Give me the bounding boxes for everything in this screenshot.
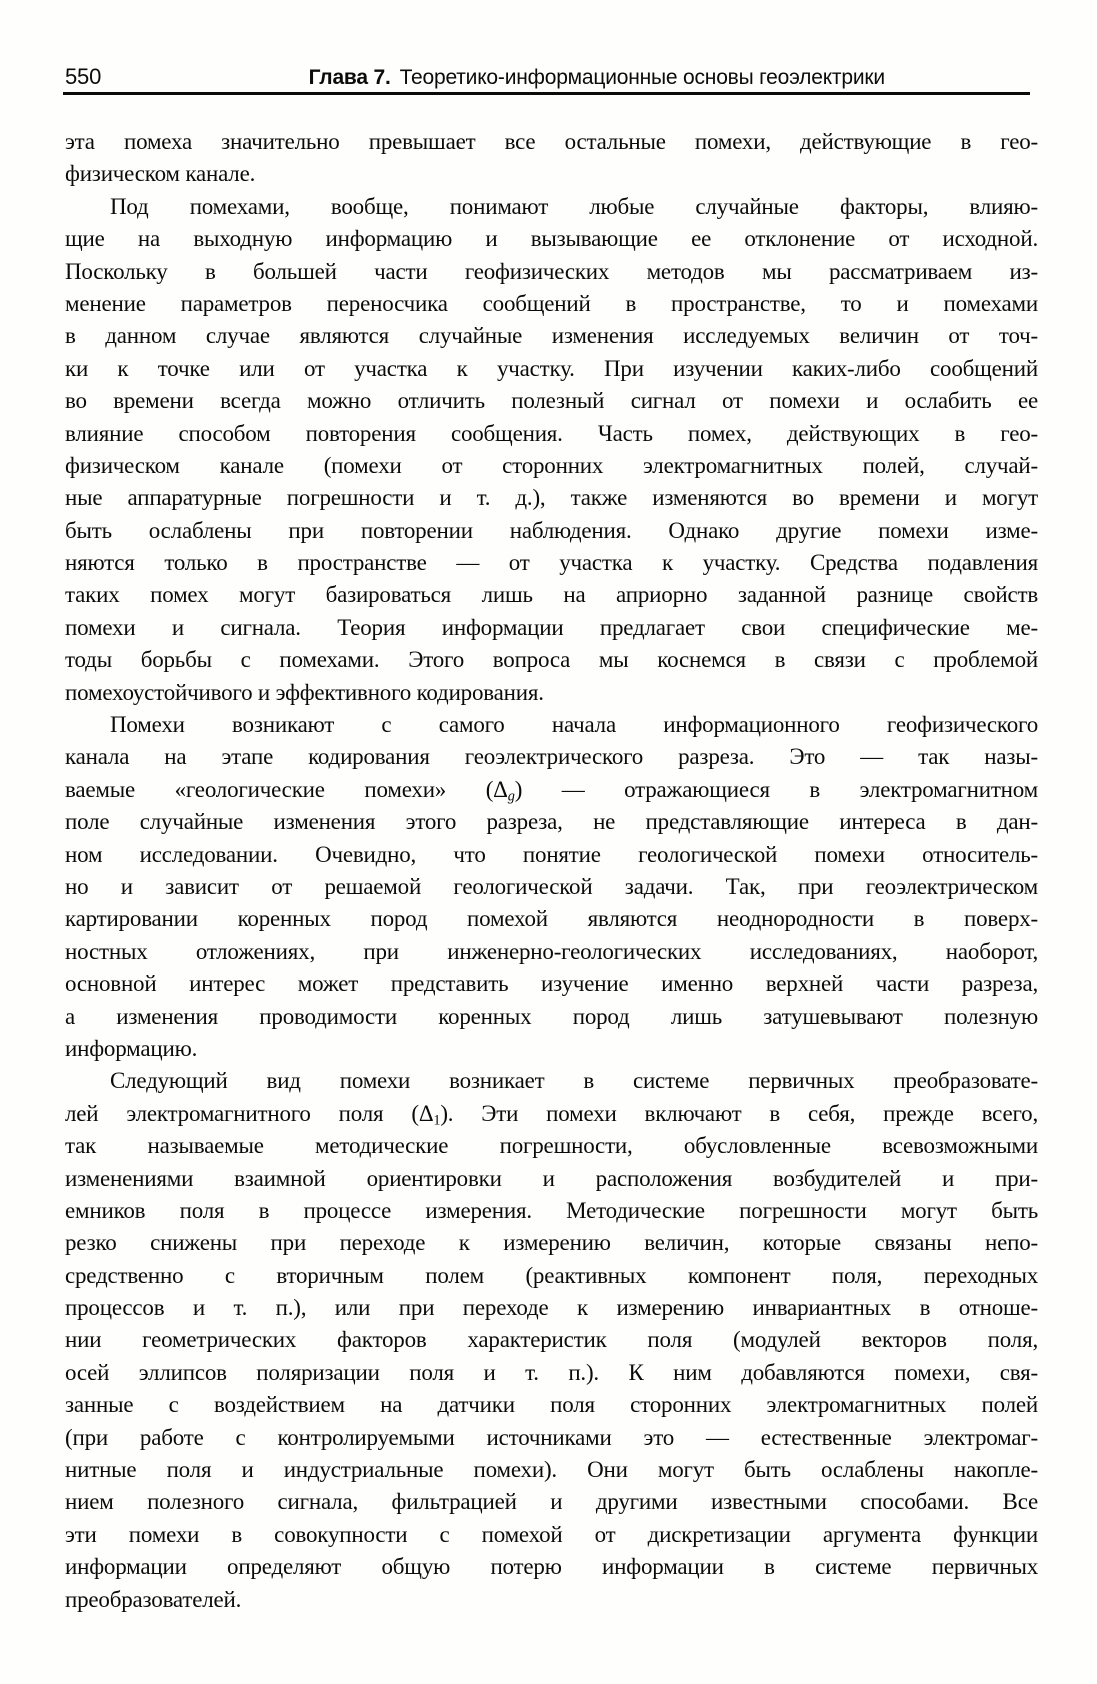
paragraph-3	[65, 709, 1038, 1065]
body-line: Следующий вид помехи возникает в системе первичных преобразовате-	[110, 1068, 1038, 1094]
chapter-heading	[309, 66, 885, 89]
body-line: физическом канале.	[65, 161, 256, 187]
body-line: изменениями взаимной ориентировки и расположения возбудителей и при-	[65, 1165, 1038, 1191]
body-line: (при работе с контролируемыми источниками это — естественные электромаг-	[65, 1424, 1038, 1450]
body-line: няются только в пространстве — от участка к участку. Средства подавления	[65, 550, 1038, 576]
page-number: 550	[65, 64, 102, 89]
body-line: таких помех могут базироваться лишь на априорно заданной разнице свойств	[65, 582, 1038, 608]
body-line: эти помехи в совокупности с помехой от дискретизации аргумента функции	[65, 1521, 1038, 1547]
body-line: физическом канале (помехи от сторонних электромагнитных полей, случай-	[65, 452, 1038, 478]
body-line: во времени всегда можно отличить полезный сигнал от помехи и ослабить ее	[65, 388, 1038, 414]
body-line: преобразователей.	[65, 1586, 242, 1612]
body-line: ном исследовании. Очевидно, что понятие геологической помехи относитель-	[65, 841, 1038, 867]
body-line: нитные поля и индустриальные помехи). Они могут быть ослаблены накопле-	[65, 1457, 1038, 1483]
body-line: средственно с вторичным полем (реактивных компонент поля, переходных	[65, 1262, 1038, 1288]
body-line: но и зависит от решаемой геологической задачи. Так, при геоэлектрическом	[65, 873, 1038, 899]
paragraph-2	[65, 191, 1038, 709]
body-line: ки к точке или от участка к участку. При изучении каких-либо сообщений	[65, 355, 1038, 381]
body-line: Поскольку в большей части геофизических методов мы рассматриваем из-	[65, 258, 1038, 284]
body-line: быть ослаблены при повторении наблюдения. Однако другие помехи изме-	[65, 517, 1038, 543]
body-line: а изменения проводимости коренных пород лишь затушевывают полезную	[65, 1003, 1038, 1029]
body-line: лей электромагнитного поля $(\Delta_1)$. Эти помехи включают в себя, прежде всего,	[65, 1100, 1038, 1129]
body-line: ностных отложениях, при инженерно-геологических исследованиях, наоборот,	[65, 938, 1038, 964]
chapter-label: Глава 7.	[308, 66, 391, 89]
body-line: картировании коренных пород помехой являются неоднородности в поверх-	[65, 906, 1038, 932]
page-body	[65, 126, 1038, 1616]
body-line: так называемые методические погрешности, обусловленные всевозможными	[65, 1133, 1038, 1159]
body-line: ваемые «геологические помехи» $(\Delta_g)$ — отражающиеся в электромагнитном	[65, 776, 1038, 805]
body-line: нии геометрических факторов характеристик поля (модулей векторов поля,	[65, 1327, 1038, 1353]
body-line: нием полезного сигнала, фильтрацией и другими известными способами. Все	[65, 1489, 1038, 1515]
page-header	[65, 64, 1040, 90]
body-line: менение параметров переносчика сообщений в пространстве, то и помехами	[65, 290, 1038, 316]
body-line: процессов и т. п.), или при переходе к измерению инвариантных в отноше-	[65, 1295, 1038, 1321]
body-line: информации определяют общую потерю информации в системе первичных	[65, 1554, 1038, 1580]
body-line: Под помехами, вообще, понимают любые случайные факторы, влияю-	[110, 193, 1038, 219]
body-line: канала на этапе кодирования геоэлектрического разреза. Это — так назы-	[65, 744, 1038, 770]
body-line: щие на выходную информацию и вызывающие ее отклонение от исходной.	[65, 226, 1038, 252]
body-line: ные аппаратурные погрешности и т. д.), также изменяются во времени и могут	[65, 485, 1038, 511]
body-line: эта помеха значительно превышает все остальные помехи, действующие в гео-	[65, 129, 1038, 154]
body-line: осей эллипсов поляризации поля и т. п.). К ним добавляются помехи, свя-	[65, 1359, 1038, 1385]
body-line: тоды борьбы с помехами. Этого вопроса мы коснемся в связи с проблемой	[65, 647, 1038, 673]
body-line: информацию.	[65, 1035, 198, 1061]
body-line: поле случайные изменения этого разреза, не представляющие интереса в дан-	[65, 809, 1038, 835]
paragraph-4	[65, 1065, 1038, 1616]
body-line: влияние способом повторения сообщения. Часть помех, действующих в гео-	[65, 420, 1038, 446]
paragraph-1	[65, 126, 1038, 191]
body-line: занные с воздействием на датчики поля сторонних электромагнитных полей	[65, 1392, 1038, 1418]
body-line: помехи и сигнала. Теория информации предлагает свои специфические ме-	[65, 614, 1038, 640]
body-line: в данном случае являются случайные изменения исследуемых величин от точ-	[65, 323, 1038, 349]
chapter-title: Теоретико-информационные основы геоэлектрики	[399, 66, 885, 89]
body-line: основной интерес может представить изучение именно верхней части разреза,	[65, 971, 1038, 997]
body-line: резко снижены при переходе к измерению величин, которые связаны непо-	[65, 1230, 1038, 1256]
body-line: емников поля в процессе измерения. Методические погрешности могут быть	[65, 1197, 1038, 1223]
body-line: Помехи возникают с самого начала информационного геофизического	[110, 712, 1038, 738]
header-rule	[63, 92, 1030, 95]
body-line: помехоустойчивого и эффективного кодирования.	[65, 679, 544, 705]
